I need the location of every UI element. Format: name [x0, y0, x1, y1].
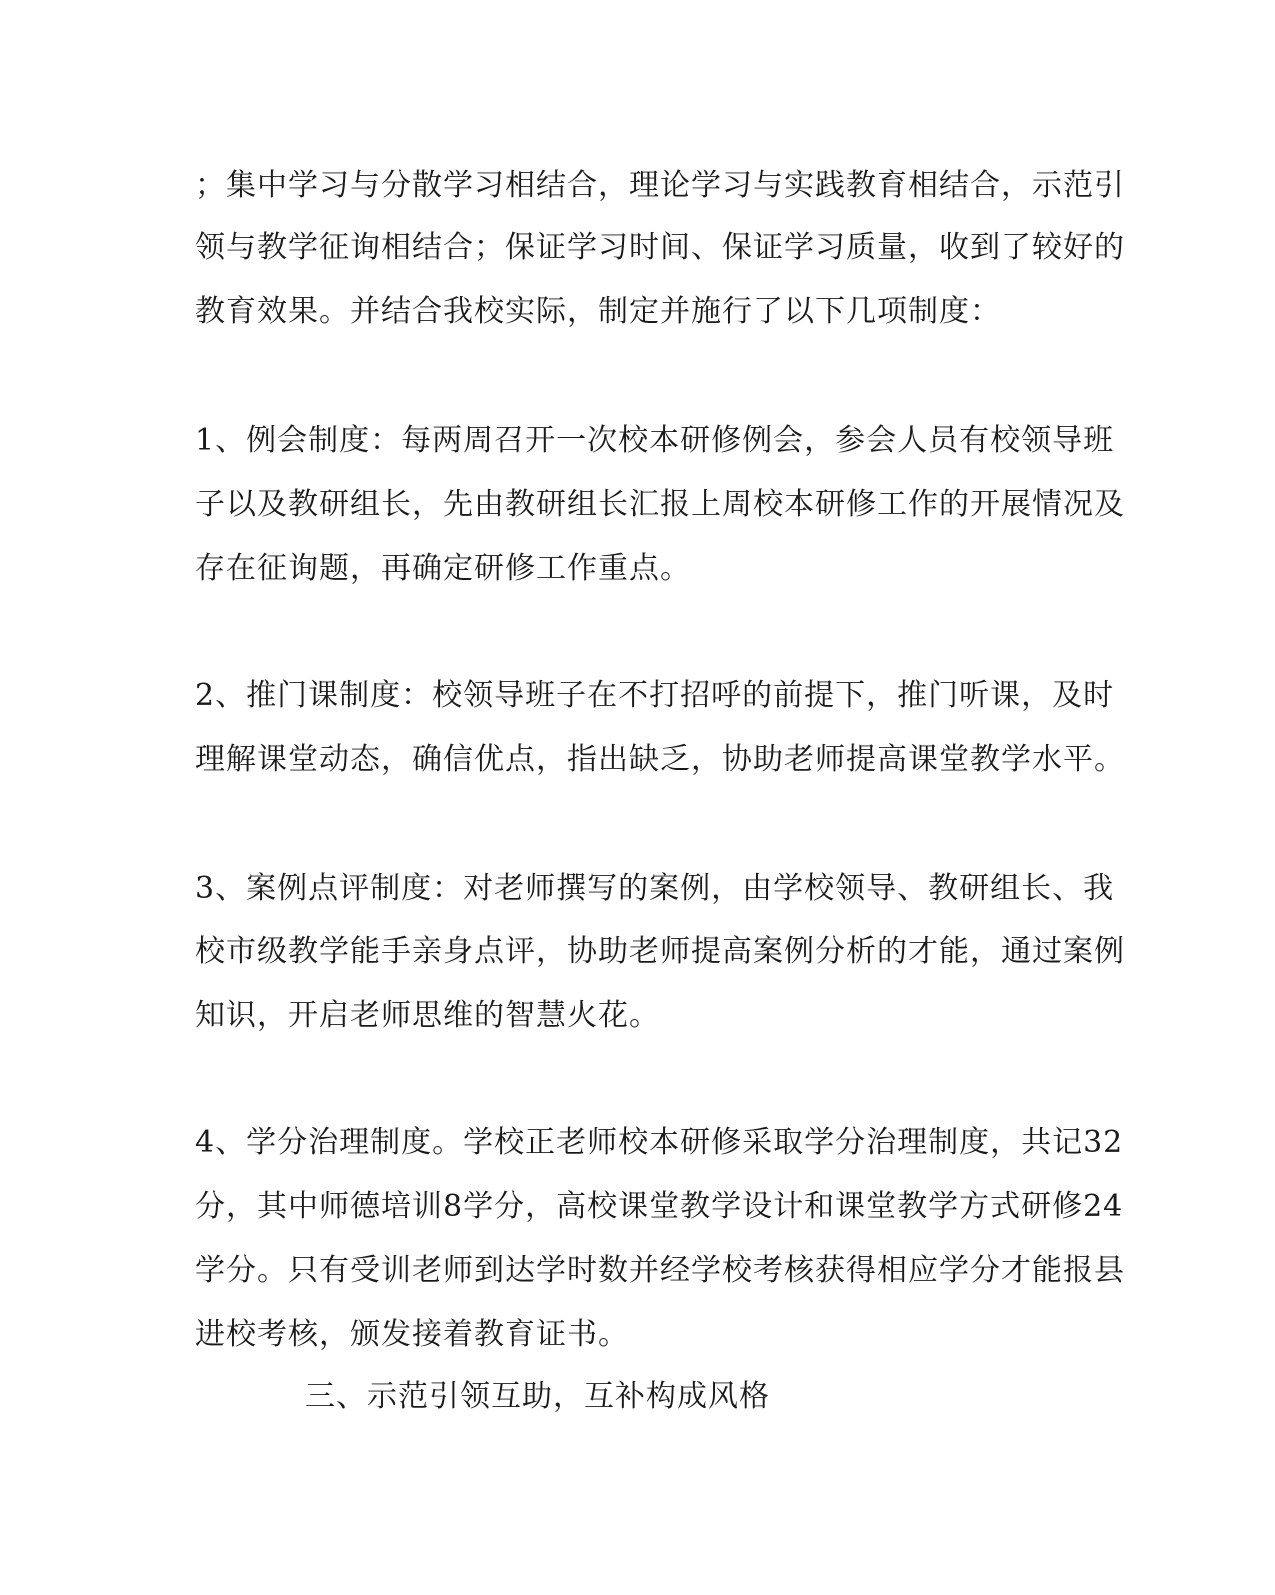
- text-line: 分，其中师德培训8学分，高校课堂教学设计和课堂教学方式研修24: [195, 1189, 1124, 1224]
- text-line: 4、学分治理制度。学校正老师校本研修采取学分治理制度，共记32: [195, 1125, 1124, 1160]
- text-line: 1、例会制度：每两周召开一次校本研修例会，参会人员有校领导班: [195, 423, 1115, 458]
- text-line: 进校考核，颁发接着教育证书。: [195, 1317, 629, 1352]
- text-line: 2、推门课制度：校领导班子在不打招呼的前提下，推门听课，及时: [195, 678, 1115, 713]
- text-line: 存在征询题，再确定研修工作重点。: [195, 551, 691, 586]
- section-heading: 三、示范引领互助，互补构成风格: [305, 1379, 770, 1414]
- text-line: 子以及教研组长，先由教研组长汇报上周校本研修工作的开展情况及: [195, 487, 1125, 522]
- text-line: 校市级教学能手亲身点评，协助老师提高案例分析的才能，通过案例: [195, 934, 1125, 969]
- text-line: 3、案例点评制度：对老师撰写的案例，由学校领导、教研组长、我: [195, 871, 1115, 906]
- text-line: 领与教学征询相结合；保证学习时间、保证学习质量，收到了较好的: [195, 230, 1125, 265]
- text-line: 理解课堂动态，确信优点，指出缺乏，协助老师提高课堂教学水平。: [195, 742, 1125, 777]
- text-line: 学分。只有受训老师到达学时数并经学校考核获得相应学分才能报县: [195, 1253, 1125, 1288]
- text-line: 知识，开启老师思维的智慧火花。: [195, 998, 660, 1033]
- text-line: ；集中学习与分散学习相结合，理论学习与实践教育相结合，示范引: [195, 168, 1125, 203]
- text-line: 教育效果。并结合我校实际，制定并施行了以下几项制度：: [195, 294, 1001, 329]
